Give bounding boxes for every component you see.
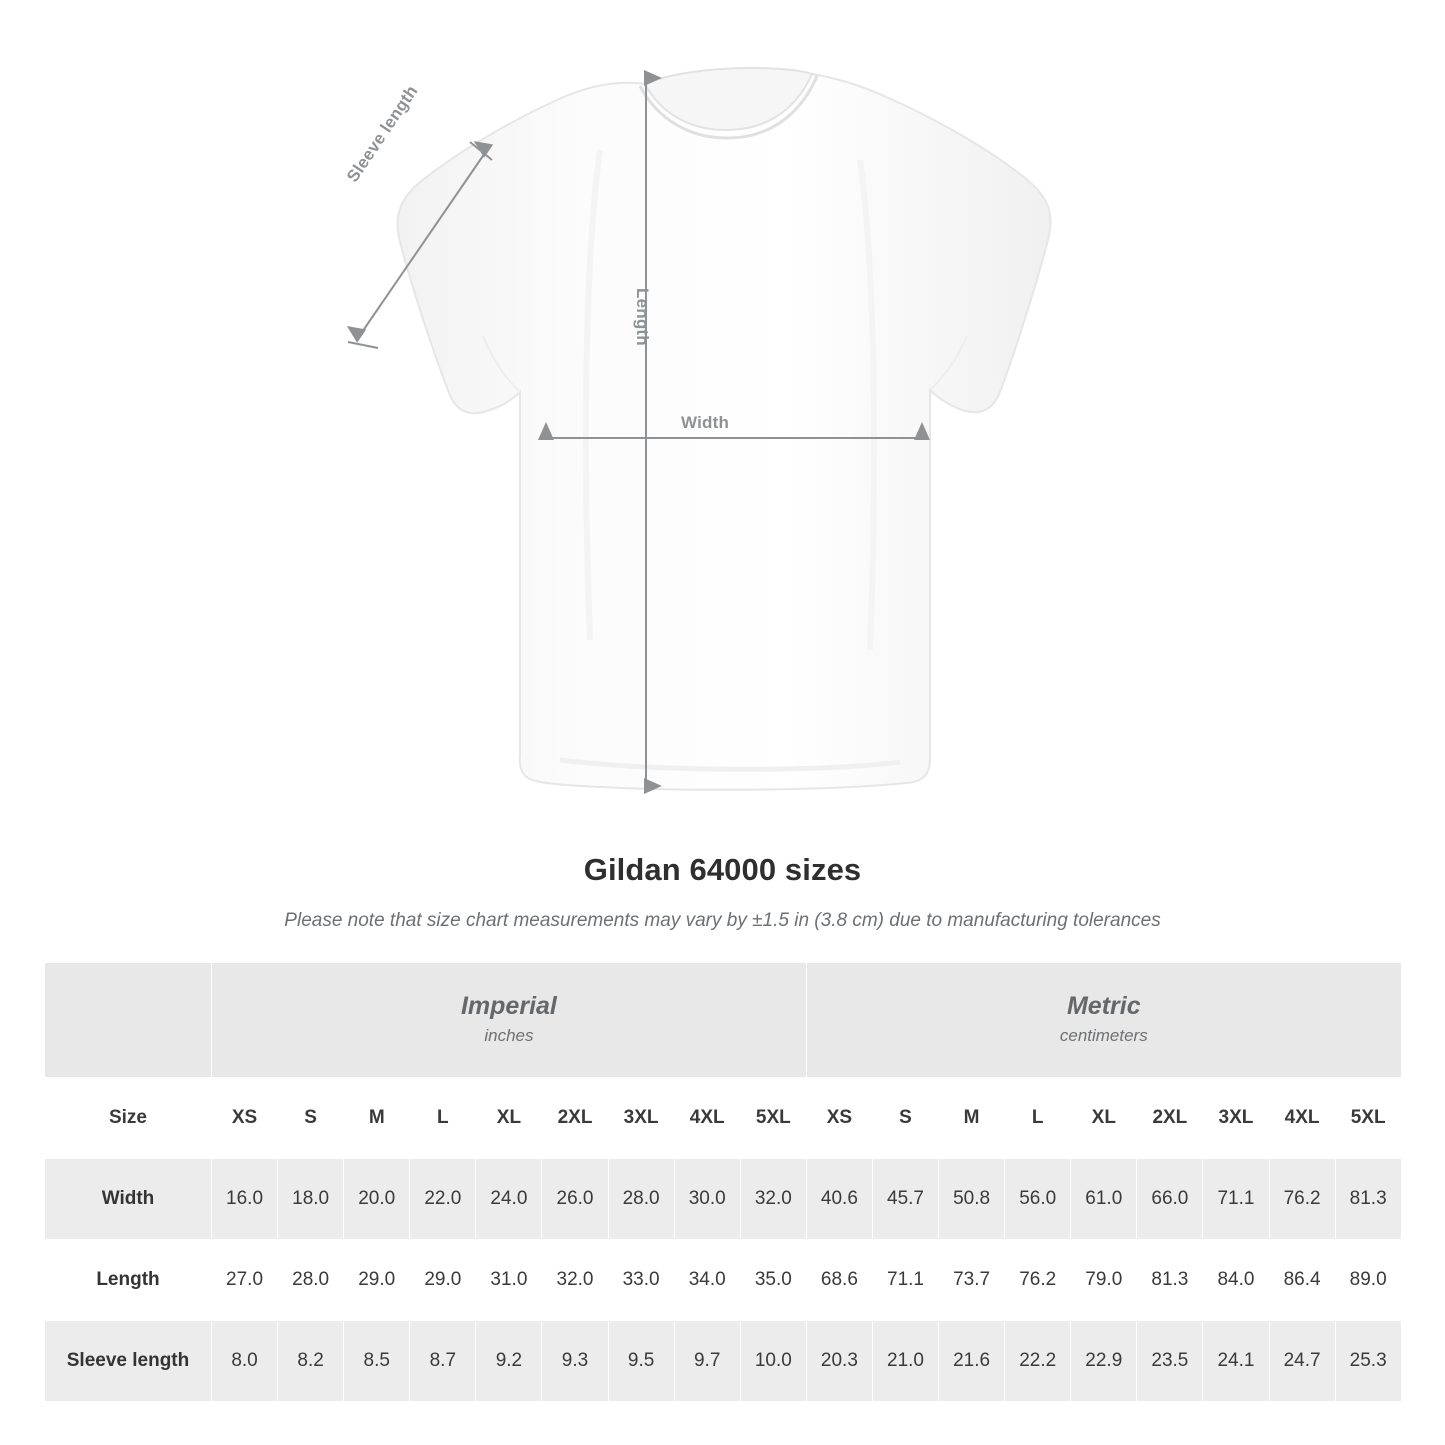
unit-name-imperial: Imperial	[460, 991, 557, 1020]
unit-header-metric	[806, 963, 1401, 1078]
unit-sub-metric: centimeters	[1059, 1026, 1148, 1046]
col-header-4xl-metric: 4XL	[1269, 1078, 1335, 1159]
col-header-s-metric: S	[872, 1078, 938, 1159]
cell-length-10: 71.1	[872, 1240, 938, 1321]
cell-length-4: 31.0	[476, 1240, 542, 1321]
cell-width-7: 30.0	[674, 1159, 740, 1240]
cell-sleeve-7: 9.7	[674, 1321, 740, 1402]
cell-width-9: 40.6	[806, 1159, 872, 1240]
cell-sleeve-0: 8.0	[212, 1321, 278, 1402]
unit-sub-imperial: inches	[484, 1026, 534, 1046]
col-header-m-imperial: M	[344, 1078, 410, 1159]
cell-width-15: 71.1	[1203, 1159, 1269, 1240]
col-header-xs-imperial: XS	[212, 1078, 278, 1159]
cell-length-2: 29.0	[344, 1240, 410, 1321]
cell-sleeve-8: 10.0	[740, 1321, 806, 1402]
cell-sleeve-5: 9.3	[542, 1321, 608, 1402]
cell-sleeve-1: 8.2	[278, 1321, 344, 1402]
cell-length-0: 27.0	[212, 1240, 278, 1321]
cell-sleeve-3: 8.7	[410, 1321, 476, 1402]
row-label-width: Width	[45, 1159, 212, 1240]
cell-length-1: 28.0	[278, 1240, 344, 1321]
col-header-4xl-imperial: 4XL	[674, 1078, 740, 1159]
cell-length-13: 79.0	[1071, 1240, 1137, 1321]
cell-width-16: 76.2	[1269, 1159, 1335, 1240]
cell-length-15: 84.0	[1203, 1240, 1269, 1321]
tolerance-note: Please note that size chart measurements may vary by ±1.5 in (3.8 cm) due to manufacturing tolerances	[284, 910, 1161, 931]
cell-sleeve-6: 9.5	[608, 1321, 674, 1402]
size-table-wrapper	[44, 962, 1401, 1402]
cell-width-2: 20.0	[344, 1159, 410, 1240]
col-header-2xl-imperial: 2XL	[542, 1078, 608, 1159]
cell-length-12: 76.2	[1005, 1240, 1071, 1321]
cell-sleeve-10: 21.0	[872, 1321, 938, 1402]
col-header-l-imperial: L	[410, 1078, 476, 1159]
cell-length-6: 33.0	[608, 1240, 674, 1321]
unit-header-spacer	[45, 963, 212, 1078]
cell-sleeve-2: 8.5	[344, 1321, 410, 1402]
cell-sleeve-16: 24.7	[1269, 1321, 1335, 1402]
cell-sleeve-15: 24.1	[1203, 1321, 1269, 1402]
table-row	[45, 1240, 1402, 1321]
cell-sleeve-9: 20.3	[806, 1321, 872, 1402]
size-header-row	[45, 1078, 1402, 1159]
row-header-size: Size	[45, 1078, 212, 1159]
cell-length-14: 81.3	[1137, 1240, 1203, 1321]
cell-length-3: 29.0	[410, 1240, 476, 1321]
cell-sleeve-14: 23.5	[1137, 1321, 1203, 1402]
cell-width-12: 56.0	[1005, 1159, 1071, 1240]
cell-length-16: 86.4	[1269, 1240, 1335, 1321]
cell-width-5: 26.0	[542, 1159, 608, 1240]
cell-sleeve-17: 25.3	[1335, 1321, 1401, 1402]
cell-width-3: 22.0	[410, 1159, 476, 1240]
unit-name-metric: Metric	[1066, 991, 1141, 1020]
cell-length-5: 32.0	[542, 1240, 608, 1321]
cell-length-8: 35.0	[740, 1240, 806, 1321]
size-table	[44, 962, 1402, 1402]
col-header-2xl-metric: 2XL	[1137, 1078, 1203, 1159]
cell-width-4: 24.0	[476, 1159, 542, 1240]
cell-width-10: 45.7	[872, 1159, 938, 1240]
table-row	[45, 1321, 1402, 1402]
cell-width-1: 18.0	[278, 1159, 344, 1240]
col-header-3xl-imperial: 3XL	[608, 1078, 674, 1159]
cell-sleeve-4: 9.2	[476, 1321, 542, 1402]
col-header-xl-imperial: XL	[476, 1078, 542, 1159]
cell-width-13: 61.0	[1071, 1159, 1137, 1240]
cell-width-17: 81.3	[1335, 1159, 1401, 1240]
length-label: Length	[633, 288, 652, 346]
col-header-5xl-imperial: 5XL	[740, 1078, 806, 1159]
cell-length-9: 68.6	[806, 1240, 872, 1321]
cell-width-11: 50.8	[939, 1159, 1005, 1240]
cell-length-7: 34.0	[674, 1240, 740, 1321]
cell-length-11: 73.7	[939, 1240, 1005, 1321]
cell-width-8: 32.0	[740, 1159, 806, 1240]
col-header-5xl-metric: 5XL	[1335, 1078, 1401, 1159]
cell-width-0: 16.0	[212, 1159, 278, 1240]
title-block	[0, 852, 1445, 932]
cell-length-17: 89.0	[1335, 1240, 1401, 1321]
col-header-l-metric: L	[1005, 1078, 1071, 1159]
unit-header-imperial	[212, 963, 807, 1078]
cell-sleeve-12: 22.2	[1005, 1321, 1071, 1402]
unit-header-row	[45, 963, 1402, 1078]
col-header-s-imperial: S	[278, 1078, 344, 1159]
cell-sleeve-13: 22.9	[1071, 1321, 1137, 1402]
sleeve-length-label: Sleeve length	[343, 81, 422, 186]
col-header-xl-metric: XL	[1071, 1078, 1137, 1159]
cell-width-6: 28.0	[608, 1159, 674, 1240]
col-header-m-metric: M	[939, 1078, 1005, 1159]
width-label: Width	[681, 413, 730, 432]
cell-sleeve-11: 21.6	[939, 1321, 1005, 1402]
cell-width-14: 66.0	[1137, 1159, 1203, 1240]
row-label-sleeve-length: Sleeve length	[45, 1321, 212, 1402]
col-header-xs-metric: XS	[806, 1078, 872, 1159]
page-title: Gildan 64000 sizes	[583, 852, 862, 887]
row-label-length: Length	[45, 1240, 212, 1321]
table-row	[45, 1159, 1402, 1240]
col-header-3xl-metric: 3XL	[1203, 1078, 1269, 1159]
